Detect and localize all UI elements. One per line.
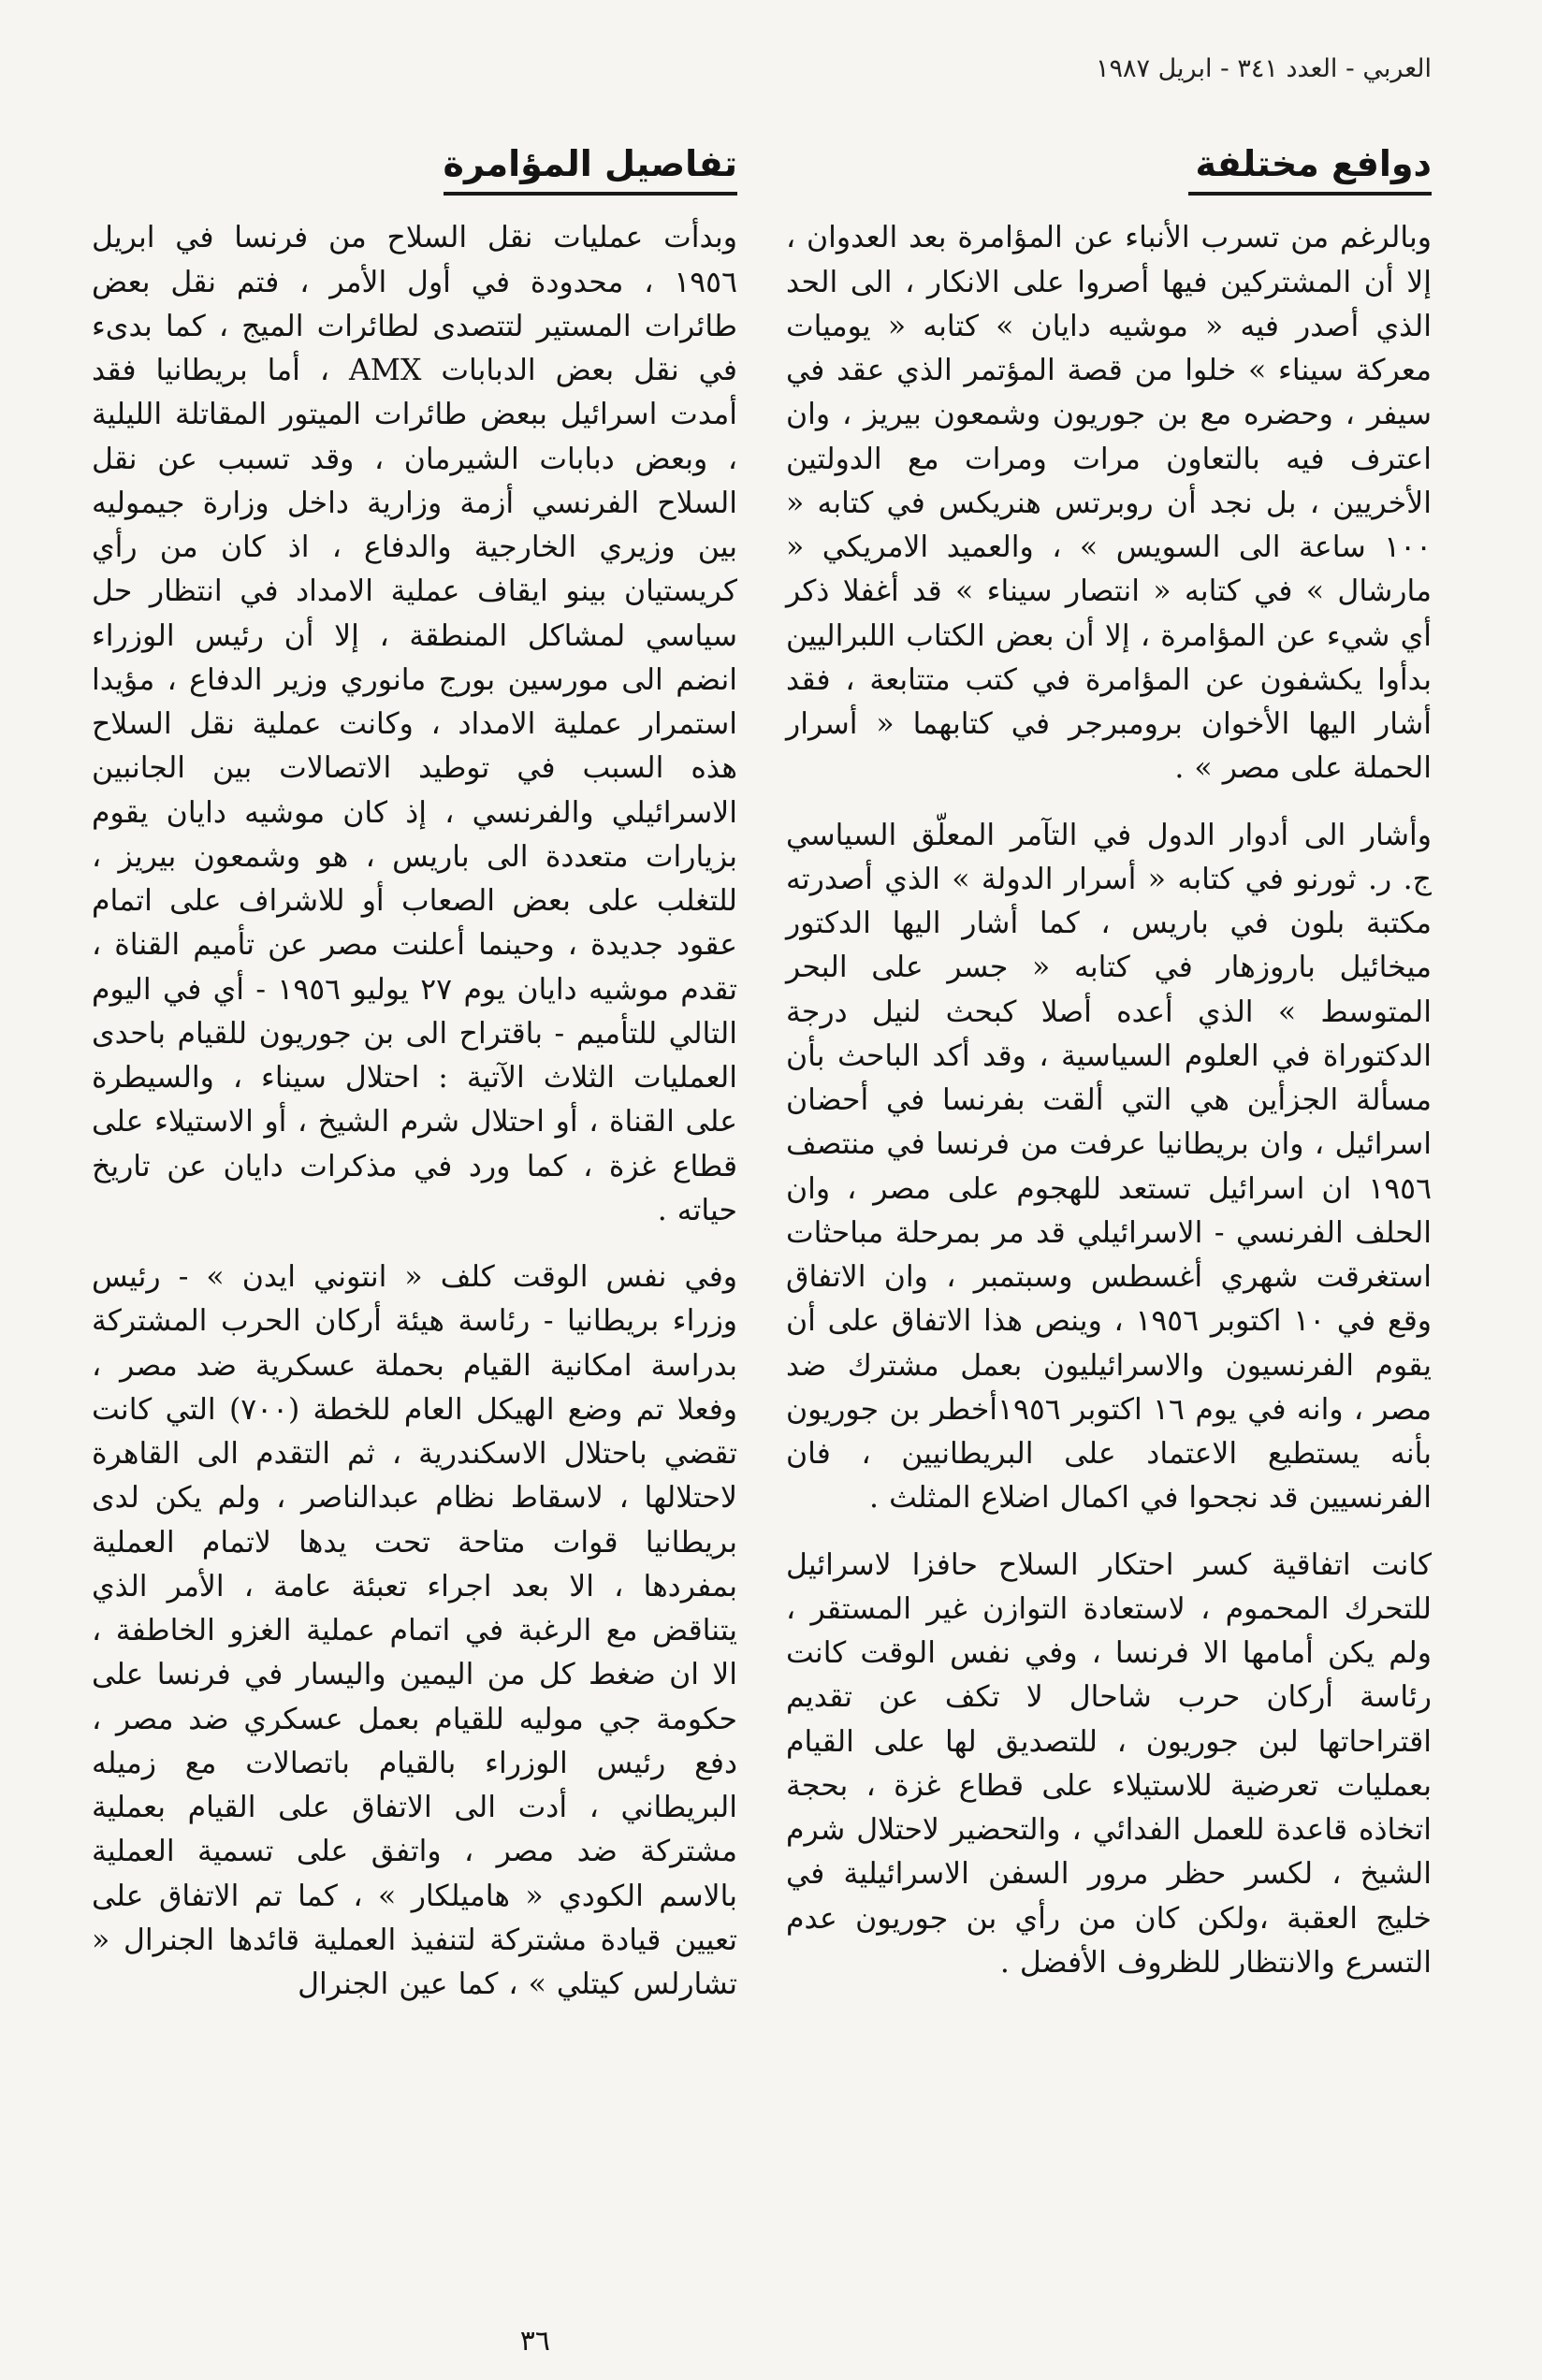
section-title-motives: دوافع مختلفة: [1188, 140, 1432, 196]
left-column: [92, 140, 737, 2029]
paragraph: كانت اتفاقية كسر احتكار السلاح حافزا لاسرائيل للتحرك المحموم ، لاستعادة التوازن غير المستقر ، ولم يكن أمامها الا فرنسا ، وفي نفس الوقت كانت رئاسة أركان حرب شاحال لا تكف عن تقديم اقتراحاتها لبن جوريون ، للتصديق لها على القيام بعمليات تعرضية للاستيلاء على قطاع غزة ، بحجة اتخاذه قاعدة للعمل الفدائي ، والتحضير لاحتلال شرم الشيخ ، لكسر حظر مرور السفن الاسرائيلية في خليج العقبة ،ولكن كان من رأي بن جوريون عدم التسرع والانتظار للظروف الأفضل .: [786, 1547, 1432, 1980]
page-number: ٣٦: [519, 2325, 550, 2358]
paragraph: وبدأت عمليات نقل السلاح من فرنسا في ابريل ١٩٥٦ ، محدودة في أول الأمر ، فتم نقل بعض طائرات المستير لتتصدى لطائرات الميج ، كما بدىء في نقل بعض الدبابات AMX ، أما بريطانيا فقد أمدت اسرائيل ببعض طائرات الميتور المقاتلة الليلية ، وبعض دبابات الشيرمان ، وقد تسبب عن نقل السلاح الفرنسي أزمة وزارية داخل وزارة جيموليه بين وزيري الخارجية والدفاع ، اذ كان من رأي كريستيان بينو ايقاف عملية الامداد في انتظار حل سياسي لمشاكل المنطقة ، إلا أن رئيس الوزراء انضم الى مورسين بورج مانوري وزير الدفاع ، مؤيدا استمرار عملية الامداد ، وكانت عملية نقل السلاح هذه السبب في توطيد الاتصالات بين الجانبين الاسرائيلي والفرنسي ، إذ كان موشيه دايان يقوم بزيارات متعددة الى باريس ، هو وشمعون بيريز ، للتغلب على بعض الصعاب أو للاشراف على اتمام عقود جديدة ، وحينما أعلنت مصر عن تأميم القناة ، تقدم موشيه دايان يوم ٢٧ يوليو ١٩٥٦ - أي في اليوم التالي للتأميم - باقتراح الى بن جوريون للقيام باحدى العمليات الثلاث الآتية : احتلال سيناء ، والسيطرة على القناة ، أو احتلال شرم الشيخ ، أو الاستيلاء على قطاع غزة ، كما ورد في مذكرات دايان عن تاريخ حياته .: [92, 221, 738, 1227]
running-head: العربي - العدد ٣٤١ - ابريل ١٩٨٧: [1095, 54, 1432, 83]
right-column: [786, 140, 1432, 2008]
paragraph: وأشار الى أدوار الدول في التآمر المعلّق السياسي ج. ر. ثورنو في كتابه « أسرار الدولة » الذي أصدرته مكتبة بلون في باريس ، كما أشار اليها الدكتور ميخائيل باروزهار في كتابه « جسر على البحر المتوسط » الذي أعده أصلا كبحث لنيل درجة الدكتوراة في العلوم السياسية ، وقد أكد الباحث بأن مسألة الجزأين هي التي ألقت بفرنسا في أحضان اسرائيل ، وان بريطانيا عرفت من فرنسا في منتصف ١٩٥٦ ان اسرائيل تستعد للهجوم على مصر ، وان الحلف الفرنسي - الاسرائيلي قد مر بمرحلة مباحثات استغرقت شهري أغسطس وسبتمبر ، وان الاتفاق وقع في ١٠ اكتوبر ١٩٥٦ ، وينص هذا الاتفاق على أن يقوم الفرنسيون والاسرائيليون بعمل مشترك ضد مصر ، وانه في يوم ١٦ اكتوبر ١٩٥٦أخطر بن جوريون بأنه يستطيع الاعتماد على البريطانيين ، فان الفرنسيين قد نجحوا في اكمال اضلاع المثلث .: [786, 818, 1432, 1516]
paragraph: وبالرغم من تسرب الأنباء عن المؤامرة بعد العدوان ، إلا أن المشتركين فيها أصروا على الانكار ، الى الحد الذي أصدر فيه « موشيه دايان » كتابه « يوميات معركة سيناء » خلوا من قصة المؤتمر الذي عقد في سيفر ، وحضره مع بن جوريون وشمعون بيريز ، وان اعترف فيه بالتعاون مرات ومرات مع الدولتين الأخريين ، بل نجد أن روبرتس هنريكس في كتابه « ١٠٠ ساعة الى السويس » ، والعميد الامريكي « مارشال » في كتابه « انتصار سيناء » قد أغفلا ذكر أي شيء عن المؤامرة ، إلا أن بعض الكتاب اللبراليين بدأوا يكشفون عن المؤامرة في كتب متتابعة ، فقد أشار اليها الأخوان برومبرجر في كتابهما « أسرار الحملة على مصر » .: [786, 221, 1432, 786]
section-title-conspiracy-details: تفاصيل المؤامرة: [444, 140, 737, 196]
paragraph: وفي نفس الوقت كلف « انتوني ايدن » - رئيس وزراء بريطانيا - رئاسة هيئة أركان الحرب المشتركة بدراسة امكانية القيام بحملة عسكرية ضد مصر ، وفعلا تم وضع الهيكل العام للخطة (٧٠٠) التي كانت تقضي باحتلال الاسكندرية ، ثم التقدم الى القاهرة لاحتلالها ، لاسقاط نظام عبدالناصر ، ولم يكن لدى بريطانيا قوات متاحة تحت يدها لاتمام العملية بمفردها ، الا بعد اجراء تعبئة عامة ، الأمر الذي يتناقض مع الرغبة في اتمام عملية الغزو الخاطفة ، الا ان ضغط كل من اليمين واليسار في فرنسا على حكومة جي موليه للقيام بعمل عسكري ضد مصر ، دفع رئيس الوزراء بالقيام باتصالات مع زميله البريطاني ، أدت الى الاتفاق على القيام بعملية مشتركة ضد مصر ، واتفق على تسمية العملية بالاسم الكودي « هاميلكار » ، كما تم الاتفاق على تعيين قيادة مشتركة لتنفيذ العملية قائدها الجنرال « تشارلس كيتلي » ، كما عين الجنرال: [92, 1260, 737, 2002]
